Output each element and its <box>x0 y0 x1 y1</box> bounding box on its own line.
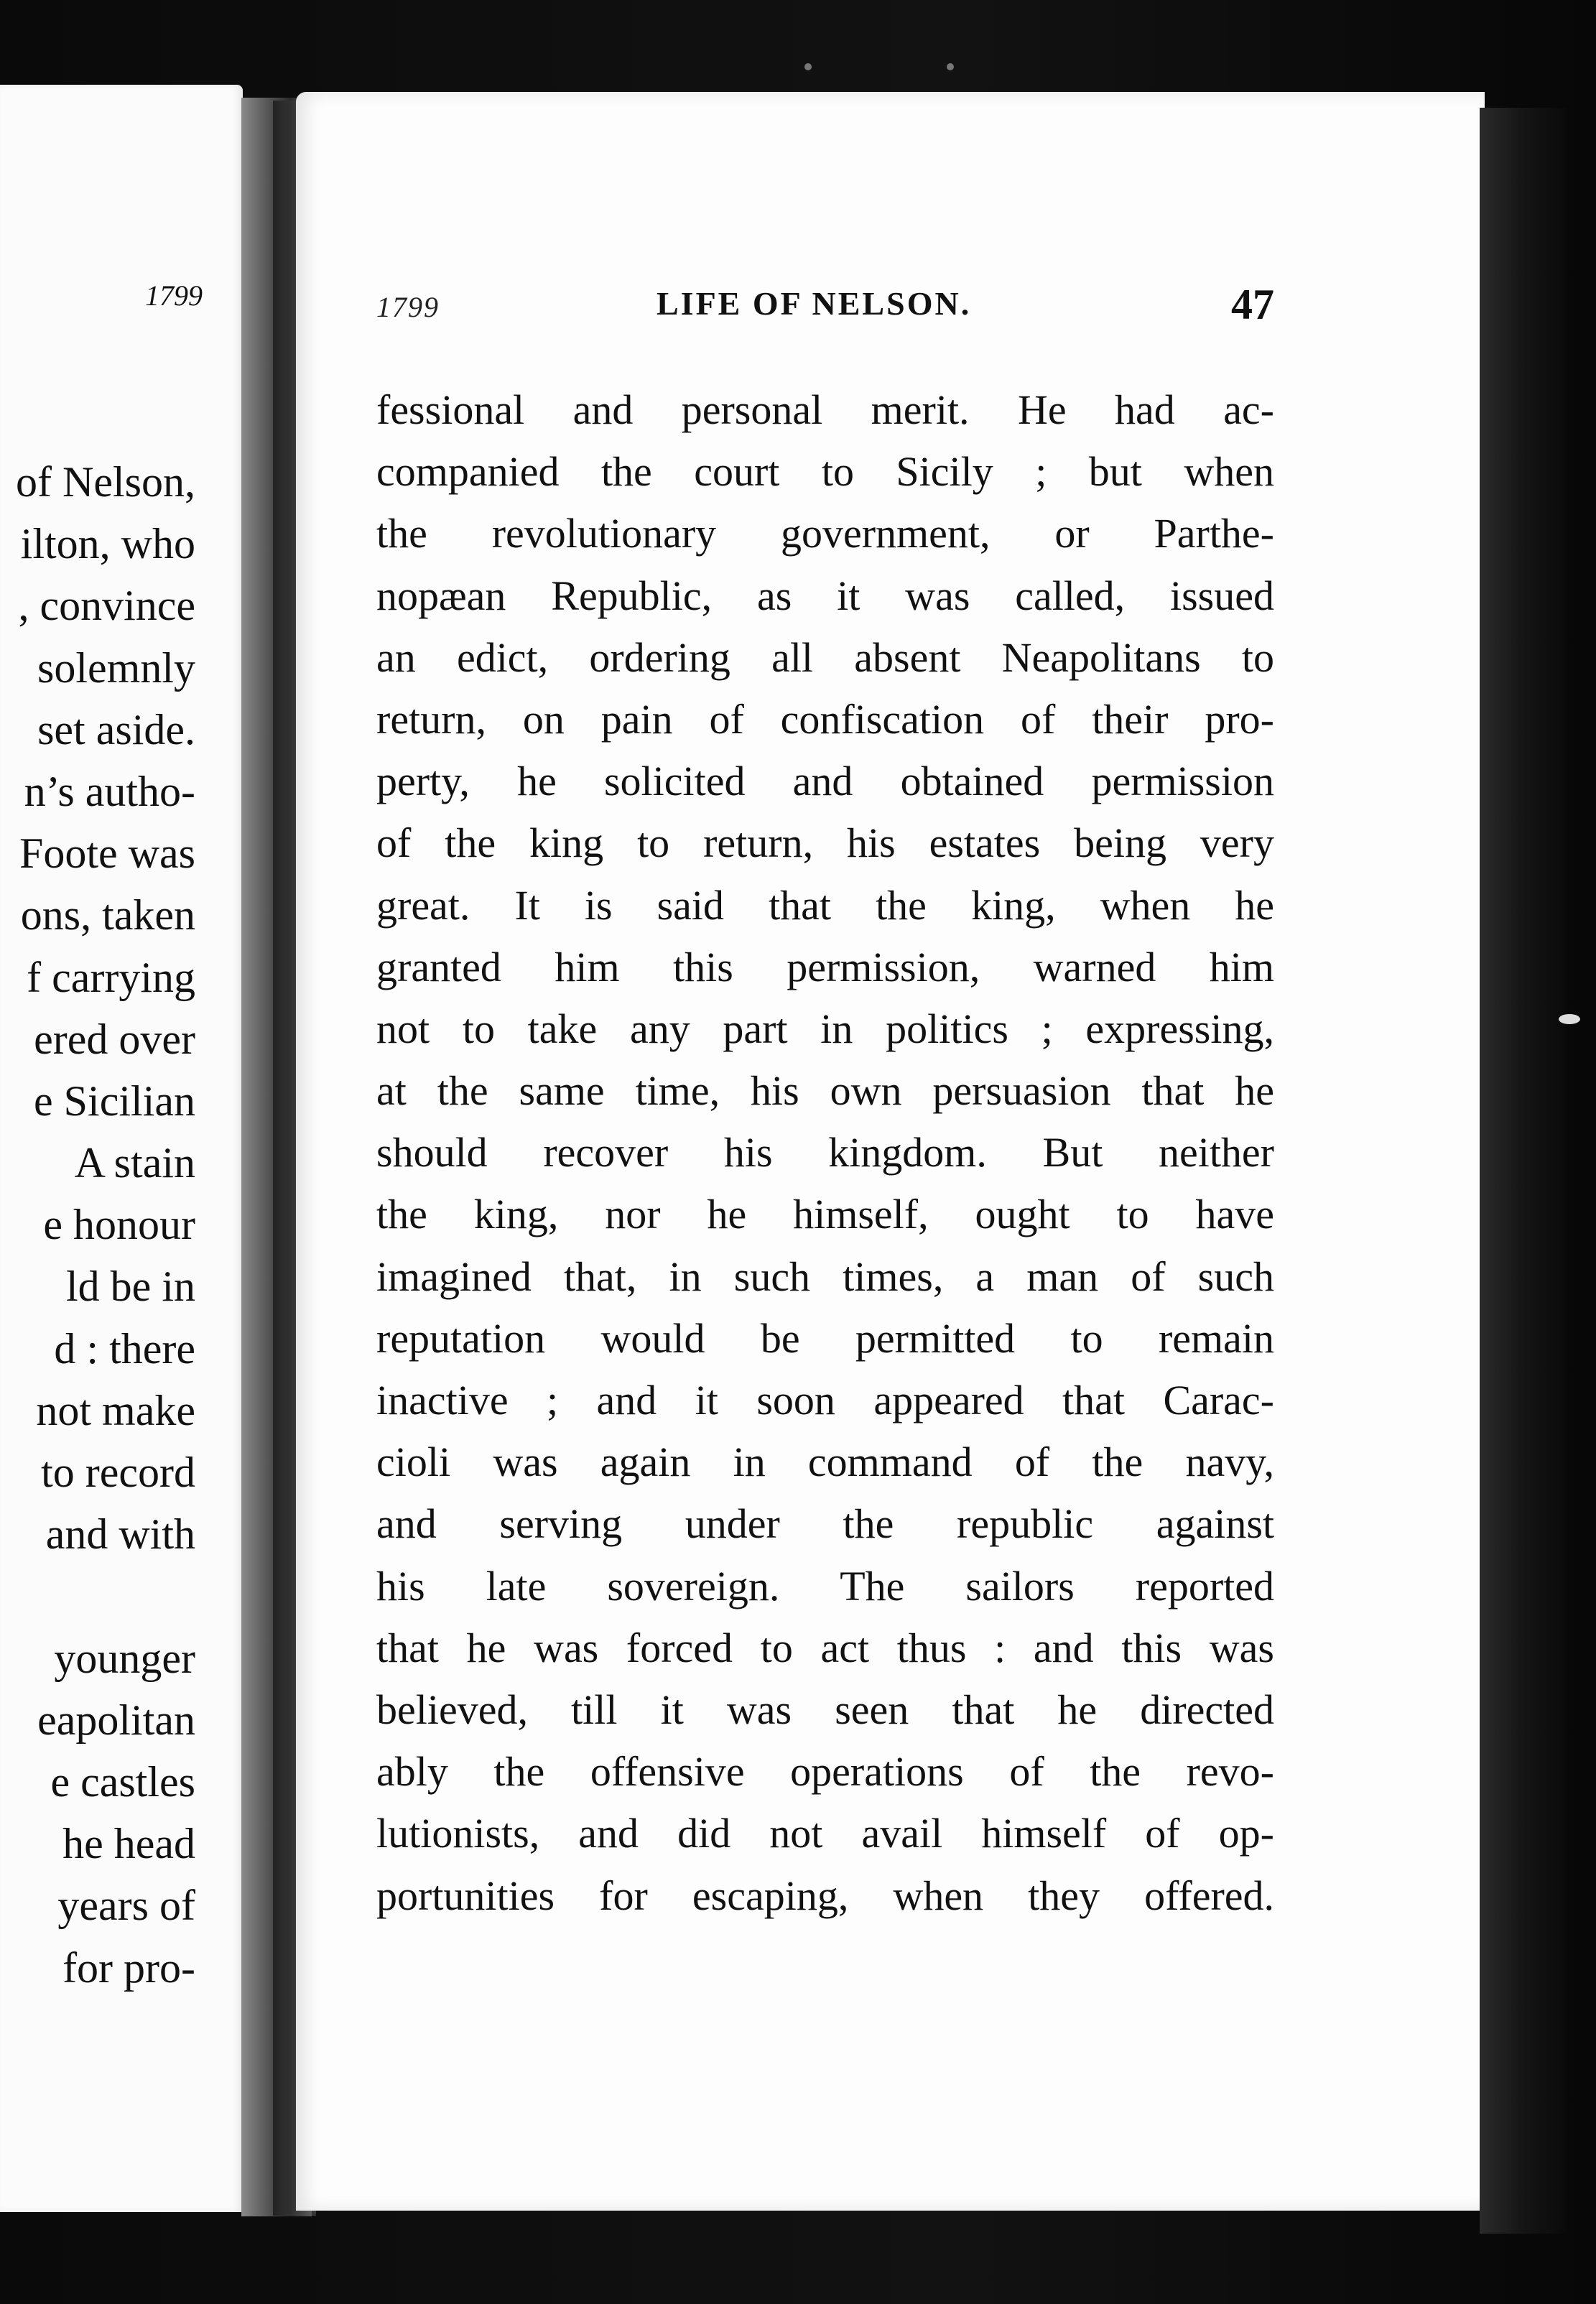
text-line <box>376 812 1274 874</box>
left-text-line: and with <box>45 1510 195 1559</box>
text-line-content: believed, till it was seen that he directed <box>376 1686 1274 1733</box>
scan-speck <box>947 63 954 70</box>
left-page-text <box>0 451 195 1999</box>
left-text-line: e honour <box>43 1201 195 1249</box>
scan-speck <box>1559 1014 1580 1024</box>
text-line <box>376 503 1274 565</box>
text-line <box>376 1060 1274 1122</box>
left-text-line: years of <box>57 1882 195 1930</box>
text-line <box>376 1122 1274 1184</box>
left-text-line: solemnly <box>37 644 195 692</box>
text-line-content: reputation would be permitted to remain <box>376 1314 1274 1362</box>
text-line <box>376 565 1274 627</box>
text-line <box>376 1431 1274 1493</box>
left-text-line: eapolitan <box>37 1696 195 1744</box>
text-line-content: return, on pain of confiscation of their pro- <box>376 695 1274 743</box>
text-line <box>376 1184 1274 1245</box>
text-line <box>376 1556 1274 1617</box>
page-number: 47 <box>1231 281 1274 328</box>
left-text-line: e Sicilian <box>34 1077 195 1125</box>
left-text-line: younger <box>54 1634 195 1682</box>
text-line-content: an edict, ordering all absent Neapolitans to <box>376 633 1274 681</box>
text-line-content: inactive ; and it soon appeared that Carac- <box>376 1377 1274 1423</box>
text-line-content: nopæan Republic, as it was called, issued <box>376 572 1274 619</box>
left-text-line: of Nelson, <box>16 458 195 506</box>
left-text-line: d : there <box>54 1324 195 1372</box>
left-text-line: to record <box>41 1449 195 1496</box>
page-body-text <box>376 379 1274 1927</box>
text-line-content: should recover his kingdom. But neither <box>376 1129 1274 1176</box>
text-line <box>376 937 1274 998</box>
text-line <box>376 751 1274 812</box>
text-line <box>376 875 1274 937</box>
text-line-content: his late sovereign. The sailors reported <box>376 1562 1274 1609</box>
left-text-line: for pro- <box>62 1943 195 1992</box>
text-line-content: imagined that, in such times, a man of such <box>376 1253 1274 1300</box>
running-head-year: 1799 <box>376 291 440 323</box>
text-line-content: perty, he solicited and obtained permission <box>376 758 1274 805</box>
left-text-line: n’s autho- <box>24 767 195 815</box>
text-line <box>376 1865 1274 1927</box>
left-text-line-blank <box>0 1565 195 1627</box>
left-text-line: he head <box>62 1820 195 1868</box>
running-head <box>376 280 1274 345</box>
text-line-content: ably the offensive operations of the revo- <box>376 1748 1274 1796</box>
text-line-content: cioli was again in command of the navy, <box>376 1439 1274 1486</box>
text-line <box>376 689 1274 751</box>
text-line <box>376 1741 1274 1803</box>
text-line-content: not to take any part in politics ; expressing, <box>376 1005 1274 1052</box>
text-line <box>376 1617 1274 1679</box>
text-line <box>376 1679 1274 1741</box>
left-text-line: ons, taken <box>20 891 195 939</box>
running-head-title: LIFE OF NELSON. <box>657 285 972 322</box>
right-page-edge <box>1480 108 1566 2234</box>
text-line <box>376 1493 1274 1555</box>
text-line <box>376 1308 1274 1370</box>
left-page <box>0 85 243 2212</box>
text-line <box>376 1803 1274 1864</box>
left-text-line: not make <box>36 1386 195 1434</box>
left-page-header-year: 1799 <box>145 279 203 312</box>
left-text-line: f carrying <box>27 953 195 1001</box>
left-text-line: , convince <box>18 582 195 630</box>
left-text-line: set aside. <box>37 705 195 753</box>
text-line-content: of the king to return, his estates being very <box>376 819 1274 867</box>
text-line-content: that he was forced to act thus : and this was <box>376 1624 1274 1671</box>
left-text-line: A stain <box>74 1139 195 1187</box>
left-text-line: ld be in <box>66 1263 195 1311</box>
text-line-content: and serving under the republic against <box>376 1500 1274 1548</box>
text-line <box>376 1370 1274 1431</box>
text-line <box>376 379 1274 441</box>
text-line <box>376 998 1274 1060</box>
scan-speck <box>804 63 812 70</box>
text-line <box>376 627 1274 689</box>
left-text-line: Foote was <box>19 830 195 878</box>
text-line-content: companied the court to Sicily ; but when <box>376 448 1274 496</box>
left-text-line: ered over <box>34 1015 195 1063</box>
text-line-content: portunities for escaping, when they offered. <box>376 1872 1274 1919</box>
text-line-content: the king, nor he himself, ought to have <box>376 1191 1274 1238</box>
text-line-content: lutionists, and did not avail himself of op- <box>376 1810 1274 1857</box>
text-line <box>376 441 1274 503</box>
left-text-line: ilton, who <box>20 520 195 568</box>
text-line-content: fessional and personal merit. He had ac- <box>376 386 1274 433</box>
text-line-content: granted him this permission, warned him <box>376 943 1274 990</box>
text-line-content: great. It is said that the king, when he <box>376 881 1274 929</box>
text-line-content: at the same time, his own persuasion that he <box>376 1067 1274 1115</box>
text-line-content: the revolutionary government, or Parthe- <box>376 510 1274 557</box>
left-text-line: e castles <box>50 1757 195 1806</box>
text-line <box>376 1246 1274 1308</box>
